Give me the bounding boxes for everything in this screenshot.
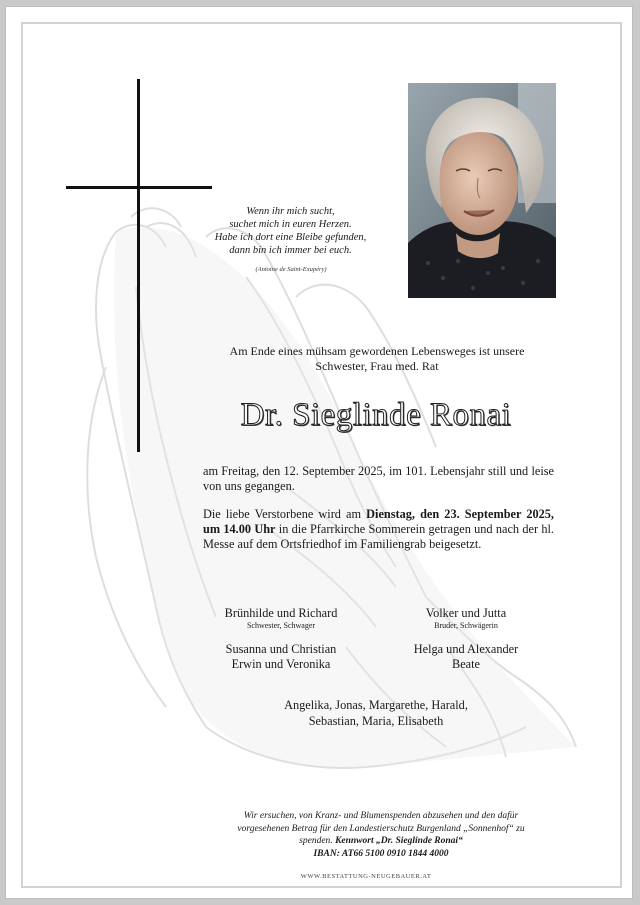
poem-source: (Antoine de Saint-Exupéry) [255,266,327,273]
donation-iban: IBAN: AT66 5100 0910 1844 4000 [313,848,449,859]
poem-line: Habe ich dort eine Bleibe gefunden, [214,232,367,243]
intro-line-1: Am Ende eines mühsam gewordenen Lebensweges ist unsere [229,344,525,358]
donation-line-1: Wir ersuchen, von Kranz- und Blumenspenden abzusehen und den dafür [243,811,519,821]
family-name: Beate [452,657,480,671]
intro-text [202,344,552,374]
family-name: Helga und Alexander [413,642,519,656]
donation-keyword: Kennwort „Dr. Sieglinde Ronai“ [335,836,463,846]
poem [198,205,383,257]
funeral-info-pre: Die liebe Verstorbene wird am [203,507,367,521]
obituary-page [5,6,633,899]
grandchildren-line-2: Sebastian, Maria, Elisabeth [308,714,444,728]
portrait-photo [408,83,556,298]
funeral-info [203,507,554,552]
donation-line-2: vorgesehenen Betrag für den Landestierschutz Burgenland „Sonnenhof“ zu [237,823,525,834]
family-name: Erwin und Veronika [231,657,331,671]
poem-line: suchet mich in euren Herzen. [229,219,352,230]
intro-line-2: Schwester, Frau med. Rat [315,359,439,373]
donation-request [176,810,586,860]
funeral-info-post: in die Pfarrkirche Sommerein getragen und nach der hl. Messe auf dem Ortsfriedhof im Familiengrab beigesetzt. [203,522,554,551]
deceased-name: Dr. Sieglinde Ronai [240,397,512,433]
poem-line: dann bin ich immer bei euch. [229,245,352,256]
family-group [206,642,356,672]
family-group [206,606,356,631]
grandchildren-line-1: Angelika, Jonas, Margarethe, Harald, [284,698,468,712]
family-name: Susanna und Christian [225,642,337,656]
cross-horizontal-bar [66,186,212,189]
death-notice: am Freitag, den 12. September 2025, im 101. Lebensjahr still und leise von uns gegangen. [203,464,554,493]
family-relation: Schwester, Schwager [246,621,316,630]
family-group [391,642,541,672]
funeral-date: Dienstag, den 23. September 2025, um 14.00 Uhr [203,507,554,536]
family-name: Brünhilde und Richard [224,606,338,620]
family-name: Volker und Jutta [425,606,507,620]
family-group [391,606,541,631]
grandchildren [236,697,516,729]
poem-line: Wenn ihr mich sucht, [246,206,335,217]
family-relation: Bruder, Schwägerin [434,621,498,630]
cross-vertical-bar [137,79,140,452]
funeral-home-website: WWW.BESTATTUNG-NEUGEBAUER.AT [300,873,432,880]
donation-line-3: spenden. [299,836,336,846]
